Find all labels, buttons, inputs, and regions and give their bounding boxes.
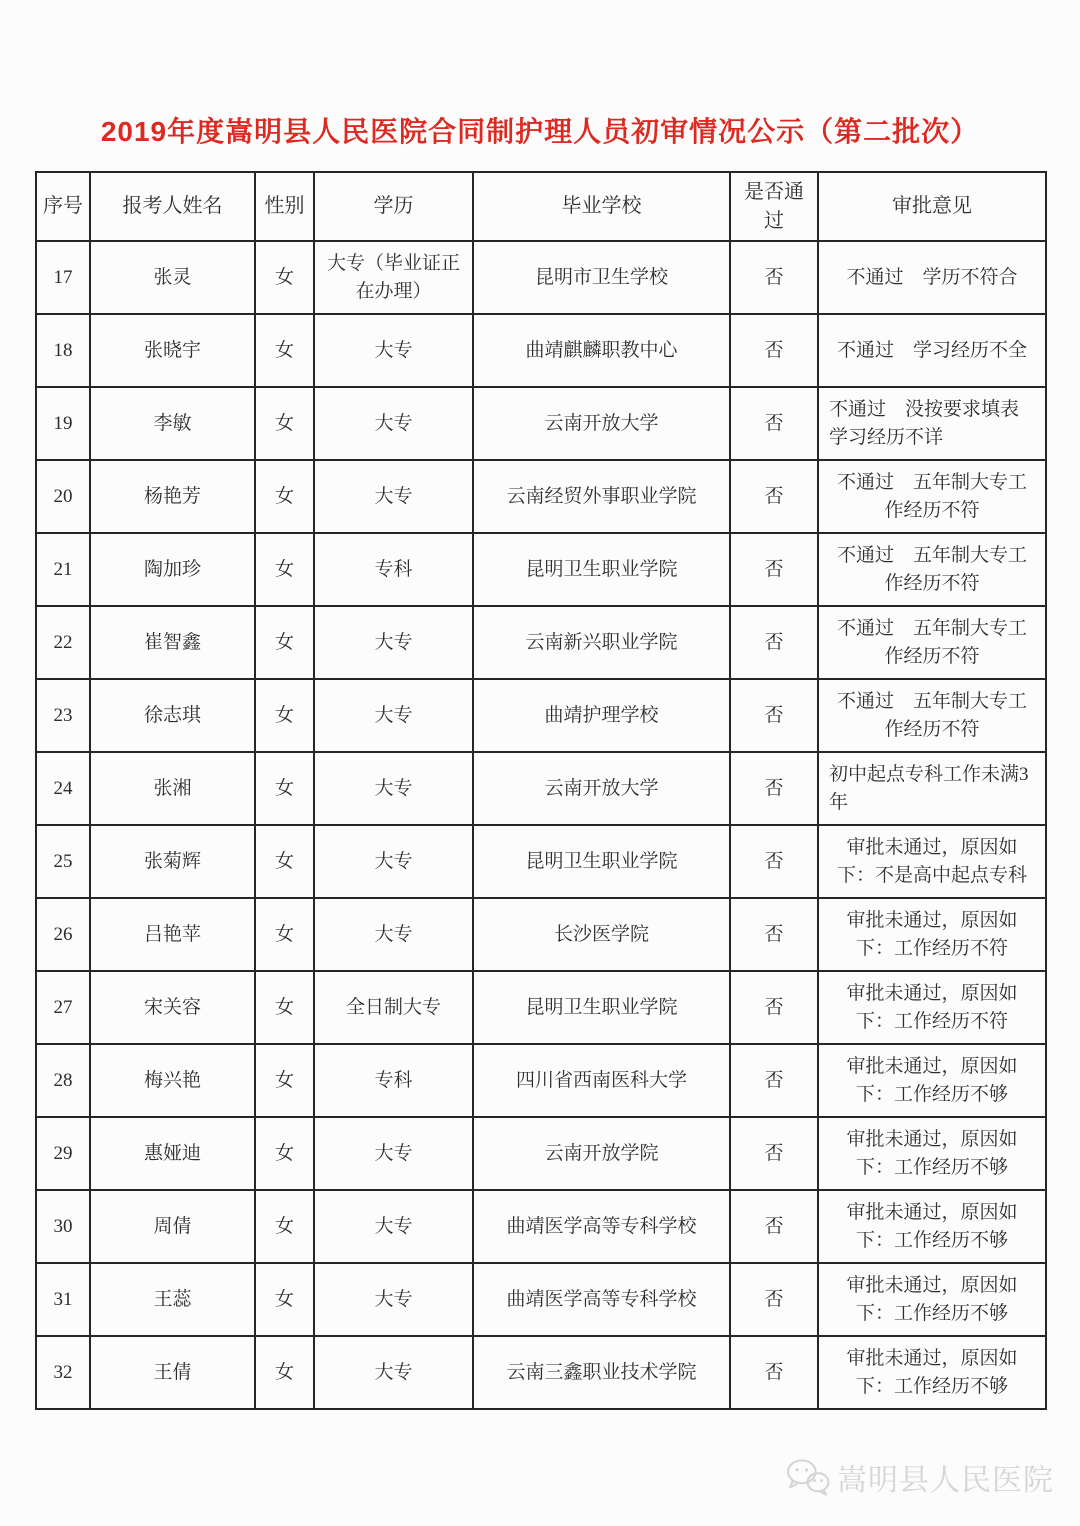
cell-gender: 女 (255, 1263, 314, 1336)
table-row (36, 971, 1046, 1044)
col-header-pass-label: 是否通过 (744, 180, 804, 232)
cell-school: 曲靖护理学校 (473, 679, 730, 752)
cell-gender: 女 (255, 825, 314, 898)
cell-no: 25 (36, 825, 90, 898)
cell-gender: 女 (255, 1044, 314, 1117)
cell-name: 张灵 (90, 241, 255, 314)
cell-education: 大专 (314, 825, 473, 898)
watermark-text: 嵩明县人民医院 (837, 1464, 1054, 1497)
cell-education: 大专 (314, 387, 473, 460)
table-row (36, 1190, 1046, 1263)
cell-no: 32 (36, 1336, 90, 1409)
cell-school: 昆明卫生职业学院 (473, 825, 730, 898)
col-header-school: 毕业学校 (473, 172, 730, 241)
page-title: 2019年度嵩明县人民医院合同制护理人员初审情况公示（第二批次） (100, 116, 980, 147)
table-row (36, 460, 1046, 533)
table-row (36, 1117, 1046, 1190)
table-body (36, 241, 1046, 1409)
cell-pass: 否 (730, 1336, 818, 1409)
cell-pass: 否 (730, 971, 818, 1044)
cell-name: 宋关容 (90, 971, 255, 1044)
cell-remark: 不通过 没按要求填表学习经历不详 (818, 387, 1046, 460)
cell-education: 大专 (314, 460, 473, 533)
col-header-education: 学历 (314, 172, 473, 241)
cell-pass: 否 (730, 825, 818, 898)
cell-gender: 女 (255, 1190, 314, 1263)
cell-no: 21 (36, 533, 90, 606)
cell-school: 四川省西南医科大学 (473, 1044, 730, 1117)
cell-school: 长沙医学院 (473, 898, 730, 971)
col-header-name: 报考人姓名 (90, 172, 255, 241)
cell-remark: 不通过 学历不符合 (818, 241, 1046, 314)
table-row (36, 752, 1046, 825)
cell-school: 曲靖麒麟职教中心 (473, 314, 730, 387)
cell-remark: 不通过 学习经历不全 (818, 314, 1046, 387)
col-header-no: 序号 (36, 172, 90, 241)
cell-pass: 否 (730, 241, 818, 314)
table-row (36, 679, 1046, 752)
table-row (36, 1336, 1046, 1409)
cell-pass: 否 (730, 533, 818, 606)
cell-education: 大专 (314, 752, 473, 825)
cell-education: 大专 (314, 898, 473, 971)
cell-gender: 女 (255, 460, 314, 533)
cell-pass: 否 (730, 1117, 818, 1190)
cell-remark: 不通过 五年制大专工作经历不符 (818, 460, 1046, 533)
cell-no: 23 (36, 679, 90, 752)
cell-name: 徐志琪 (90, 679, 255, 752)
cell-name: 梅兴艳 (90, 1044, 255, 1117)
cell-education: 全日制大专 (314, 971, 473, 1044)
table-row (36, 898, 1046, 971)
cell-remark: 审批未通过，原因如下：工作经历不够 (818, 1190, 1046, 1263)
cell-education: 专科 (314, 533, 473, 606)
cell-school: 曲靖医学高等专科学校 (473, 1263, 730, 1336)
cell-no: 29 (36, 1117, 90, 1190)
cell-pass: 否 (730, 460, 818, 533)
cell-name: 王倩 (90, 1336, 255, 1409)
cell-name: 吕艳苹 (90, 898, 255, 971)
cell-no: 24 (36, 752, 90, 825)
cell-gender: 女 (255, 971, 314, 1044)
cell-no: 27 (36, 971, 90, 1044)
cell-gender: 女 (255, 679, 314, 752)
cell-gender: 女 (255, 387, 314, 460)
cell-no: 19 (36, 387, 90, 460)
cell-pass: 否 (730, 679, 818, 752)
cell-remark: 不通过 五年制大专工作经历不符 (818, 679, 1046, 752)
cell-no: 18 (36, 314, 90, 387)
cell-school: 昆明市卫生学校 (473, 241, 730, 314)
cell-remark: 审批未通过，原因如下：工作经历不够 (818, 1117, 1046, 1190)
cell-no: 22 (36, 606, 90, 679)
cell-no: 17 (36, 241, 90, 314)
col-header-pass (730, 172, 818, 241)
cell-education: 大专（毕业证正在办理） (314, 241, 473, 314)
table-row (36, 533, 1046, 606)
watermark (785, 1455, 1054, 1499)
cell-pass: 否 (730, 387, 818, 460)
cell-name: 张晓宇 (90, 314, 255, 387)
table-row (36, 387, 1046, 460)
table-row (36, 606, 1046, 679)
cell-name: 陶加珍 (90, 533, 255, 606)
cell-education: 大专 (314, 1336, 473, 1409)
table-row (36, 314, 1046, 387)
cell-no: 28 (36, 1044, 90, 1117)
cell-pass: 否 (730, 1190, 818, 1263)
cell-gender: 女 (255, 1117, 314, 1190)
cell-remark: 不通过 五年制大专工作经历不符 (818, 606, 1046, 679)
cell-name: 惠娅迪 (90, 1117, 255, 1190)
cell-education: 大专 (314, 1263, 473, 1336)
table-row (36, 1044, 1046, 1117)
cell-remark: 审批未通过，原因如下：工作经历不符 (818, 898, 1046, 971)
cell-no: 30 (36, 1190, 90, 1263)
review-table (35, 171, 1047, 1410)
col-header-gender: 性别 (255, 172, 314, 241)
table-header-row (36, 172, 1046, 241)
cell-name: 张菊辉 (90, 825, 255, 898)
cell-pass: 否 (730, 752, 818, 825)
table-row (36, 825, 1046, 898)
cell-school: 云南开放学院 (473, 1117, 730, 1190)
cell-name: 崔智鑫 (90, 606, 255, 679)
cell-education: 大专 (314, 314, 473, 387)
cell-remark: 审批未通过，原因如下：工作经历不够 (818, 1336, 1046, 1409)
cell-no: 20 (36, 460, 90, 533)
cell-school: 曲靖医学高等专科学校 (473, 1190, 730, 1263)
cell-education: 大专 (314, 1190, 473, 1263)
cell-gender: 女 (255, 241, 314, 314)
cell-education: 大专 (314, 606, 473, 679)
cell-gender: 女 (255, 314, 314, 387)
cell-remark: 初中起点专科工作未满3年 (818, 752, 1046, 825)
cell-gender: 女 (255, 898, 314, 971)
col-header-remark: 审批意见 (818, 172, 1046, 241)
cell-name: 周倩 (90, 1190, 255, 1263)
cell-no: 31 (36, 1263, 90, 1336)
cell-education: 大专 (314, 679, 473, 752)
cell-school: 云南经贸外事职业学院 (473, 460, 730, 533)
cell-pass: 否 (730, 1044, 818, 1117)
cell-name: 杨艳芳 (90, 460, 255, 533)
cell-school: 云南开放大学 (473, 752, 730, 825)
table-row (36, 241, 1046, 314)
cell-pass: 否 (730, 898, 818, 971)
cell-remark: 审批未通过，原因如下：工作经历不符 (818, 971, 1046, 1044)
cell-school: 昆明卫生职业学院 (473, 971, 730, 1044)
cell-remark: 不通过 五年制大专工作经历不符 (818, 533, 1046, 606)
cell-pass: 否 (730, 606, 818, 679)
cell-school: 云南开放大学 (473, 387, 730, 460)
cell-education: 专科 (314, 1044, 473, 1117)
cell-name: 李敏 (90, 387, 255, 460)
cell-remark: 审批未通过，原因如下：工作经历不够 (818, 1263, 1046, 1336)
cell-pass: 否 (730, 1263, 818, 1336)
table-header (36, 172, 1046, 241)
cell-name: 张湘 (90, 752, 255, 825)
cell-school: 云南三鑫职业技术学院 (473, 1336, 730, 1409)
cell-remark: 审批未通过，原因如下：不是高中起点专科 (818, 825, 1046, 898)
table-row (36, 1263, 1046, 1336)
cell-gender: 女 (255, 1336, 314, 1409)
cell-gender: 女 (255, 606, 314, 679)
cell-gender: 女 (255, 752, 314, 825)
wechat-logo-icon (785, 1458, 831, 1496)
cell-gender: 女 (255, 533, 314, 606)
cell-no: 26 (36, 898, 90, 971)
cell-school: 昆明卫生职业学院 (473, 533, 730, 606)
cell-remark: 审批未通过，原因如下：工作经历不够 (818, 1044, 1046, 1117)
cell-education: 大专 (314, 1117, 473, 1190)
cell-pass: 否 (730, 314, 818, 387)
cell-school: 云南新兴职业学院 (473, 606, 730, 679)
cell-name: 王蕊 (90, 1263, 255, 1336)
